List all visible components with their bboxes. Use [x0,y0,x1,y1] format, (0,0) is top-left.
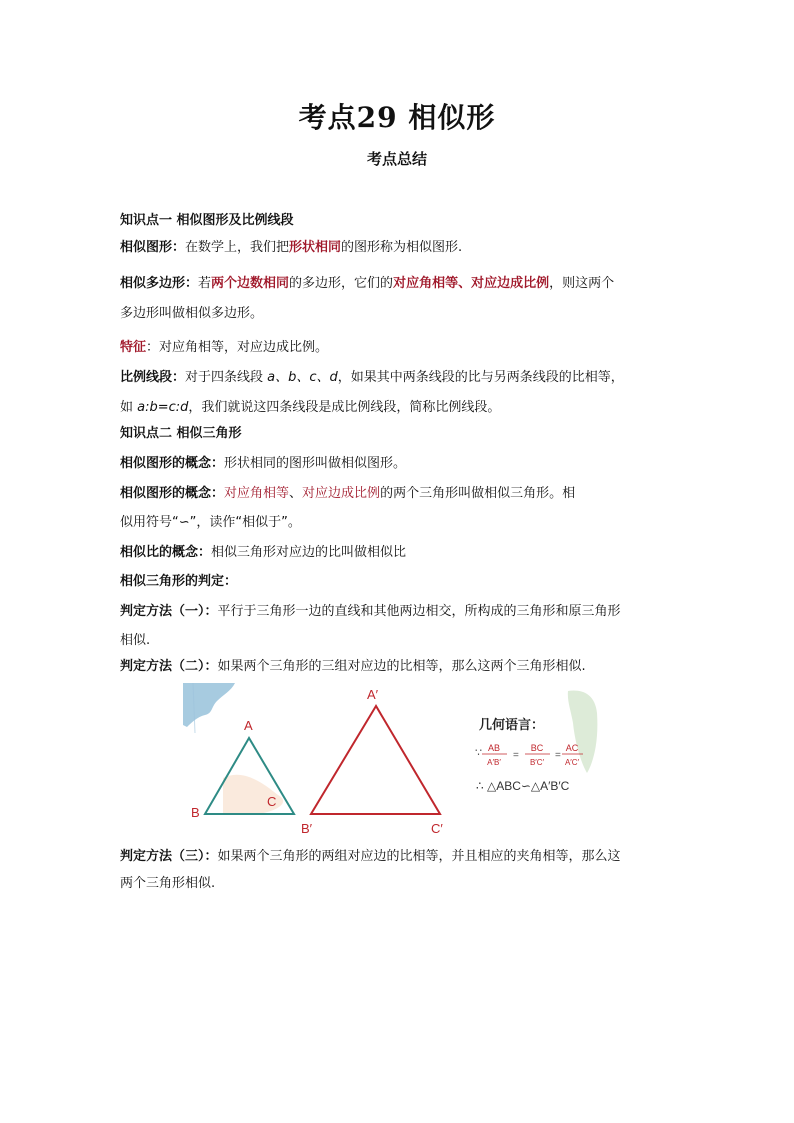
text: 如果两个三角形的三组对应边的比相等，那么这两个三角形相似. [217,659,586,674]
label-a-prime: A′ [367,687,379,702]
judge-heading: 相似三角形的判定： [120,574,238,589]
highlight: 对应角相等 [224,486,290,501]
text: 、 [289,486,303,501]
highlight: 对应角相等 [393,276,459,291]
para-method-3-line2: 两个三角形相似. [120,876,216,891]
fraction-2-numerator: BC [530,743,544,753]
because-symbol: ∵ [475,747,482,759]
text: ：对应角相等，对应边成比例。 [146,340,329,355]
label: 相似图形的概念： [120,456,225,471]
text: ，我们就说这四条线段是成比例线段，简称比例线段。 [188,400,501,415]
section-heading-2: 知识点二 相似三角形 [120,426,242,441]
text: 相似三角形对应边的比叫做相似比 [211,545,407,560]
highlight: 对应边成比例 [471,276,550,291]
label: 相似比的概念： [120,545,212,560]
label: 相似多边形： [120,276,199,291]
text: 在数学上，我们把 [185,240,290,255]
label-b-prime: B′ [301,821,313,836]
para-proportion [120,369,680,387]
para-method-3 [120,848,680,866]
text: 如 [120,400,138,415]
fraction-3-numerator: AC [565,743,579,753]
page-title: 考点29 相似形 [298,101,496,134]
label: 判定方法（二）： [120,659,218,674]
section-heading-1: 知识点一 相似图形及比例线段 [120,213,294,228]
ratio: a:b=c:d [137,400,189,415]
similar-triangles-figure [183,683,613,843]
highlight: 两个边数相同 [211,276,290,291]
conclusion-text: ∴ △ABC∽△A′B′C [476,779,570,793]
text: ，则这两个 [549,276,615,291]
para-method-2 [120,658,680,676]
para-similarity-ratio [120,544,680,562]
text: 对于四条线段 [185,370,268,385]
text: 的图形称为相似图形. [341,240,463,255]
para-concept-2-line2: 似用符号“∽”，读作“相似于”。 [120,515,301,530]
label: 判定方法（三）： [120,849,218,864]
fraction-3-denominator: A′C′ [564,758,580,767]
label-c: C [267,794,277,809]
text: 如果两个三角形的两组对应边的比相等，并且相应的夹角相等，那么这 [217,849,621,864]
highlight: 形状相同 [289,240,342,255]
text: 的多边形，它们的 [289,276,394,291]
equals-sign: = [555,750,561,761]
para-feature [120,339,680,357]
text: ，如果其中两条线段的比与另两条线段的比相等， [337,370,624,385]
big-triangle [311,706,440,814]
label-b: B [191,805,200,820]
para-similar-polygon-line2: 多边形叫做相似多边形。 [120,306,264,321]
text: 的两个三角形叫做相似三角形。相 [380,486,576,501]
fraction-2-denominator: B′C′ [529,758,545,767]
label: 相似图形的概念： [120,486,225,501]
para-concept-1 [120,455,680,473]
variables: a、b、c、d [267,370,338,385]
label: 相似图形： [120,240,186,255]
label-a: A [244,718,253,733]
fraction-1-denominator: A′B′ [487,758,501,767]
equals-sign: = [513,750,519,761]
label-c-prime: C′ [431,821,443,836]
fraction-1-numerator: AB [487,743,501,753]
para-method-1-line2: 相似. [120,633,151,648]
para-similar-figure [120,239,680,257]
text: 平行于三角形一边的直线和其他两边相交，所构成的三角形和原三角形 [217,604,621,619]
label: 判定方法（一）： [120,604,218,619]
page-subtitle: 考点总结 [366,150,427,168]
text: 形状相同的图形叫做相似图形。 [224,456,407,471]
para-similar-polygon [120,275,680,293]
highlight: 对应边成比例 [302,486,381,501]
label: 比例线段： [120,370,186,385]
para-proportion-line2 [120,399,680,417]
label: 特征 [120,340,147,355]
geometry-language-title: 几何语言： [479,718,545,733]
text: 、 [458,276,472,291]
para-concept-2 [120,485,680,503]
decorative-blue-stain [183,683,235,727]
para-method-1 [120,603,680,621]
text: 若 [198,276,212,291]
